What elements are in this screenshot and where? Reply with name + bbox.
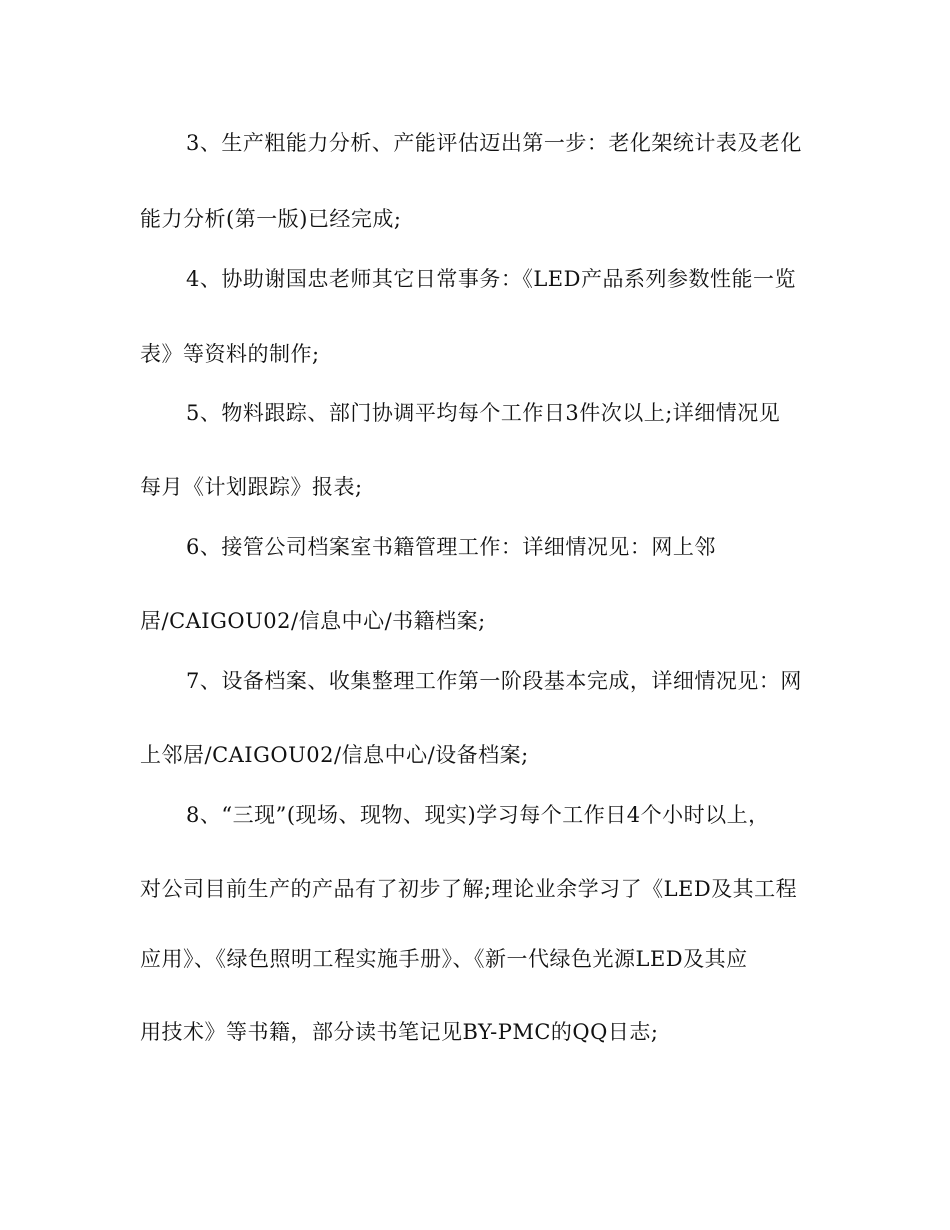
paragraph-line: 居/CAIGOU02/信息中心/书籍档案;: [140, 609, 486, 633]
paragraph-line: 3、生产粗能力分析、产能评估迈出第一步：老化架统计表及老化: [186, 131, 802, 155]
paragraph-line: 用技术》等书籍，部分读书笔记见BY-PMC的QQ日志;: [140, 1020, 659, 1044]
paragraph-line: 对公司目前生产的产品有了初步了解;理论业余学习了《LED及其工程: [140, 877, 798, 901]
paragraph-line: 7、设备档案、收集整理工作第一阶段基本完成，详细情况见：网: [186, 669, 802, 693]
paragraph-line: 能力分析(第一版)已经完成;: [140, 207, 402, 231]
paragraph-line: 6、接管公司档案室书籍管理工作：详细情况见：网上邻: [186, 535, 716, 559]
paragraph-line: 表》等资料的制作;: [140, 342, 320, 366]
paragraph-line: 每月《计划跟踪》报表;: [140, 475, 363, 499]
paragraph-line: 8、“三现”(现场、现物、现实)学习每个工作日4个小时以上，: [186, 803, 770, 827]
paragraph-line: 应用》、《绿色照明工程实施手册》、《新一代绿色光源LED及其应: [140, 947, 748, 971]
paragraph-line: 4、协助谢国忠老师其它日常事务：《LED产品系列参数性能一览: [186, 267, 796, 291]
paragraph-line: 5、物料跟踪、部门协调平均每个工作日3件次以上;详细情况见: [186, 401, 781, 425]
paragraph-line: 上邻居/CAIGOU02/信息中心/设备档案;: [140, 743, 529, 767]
